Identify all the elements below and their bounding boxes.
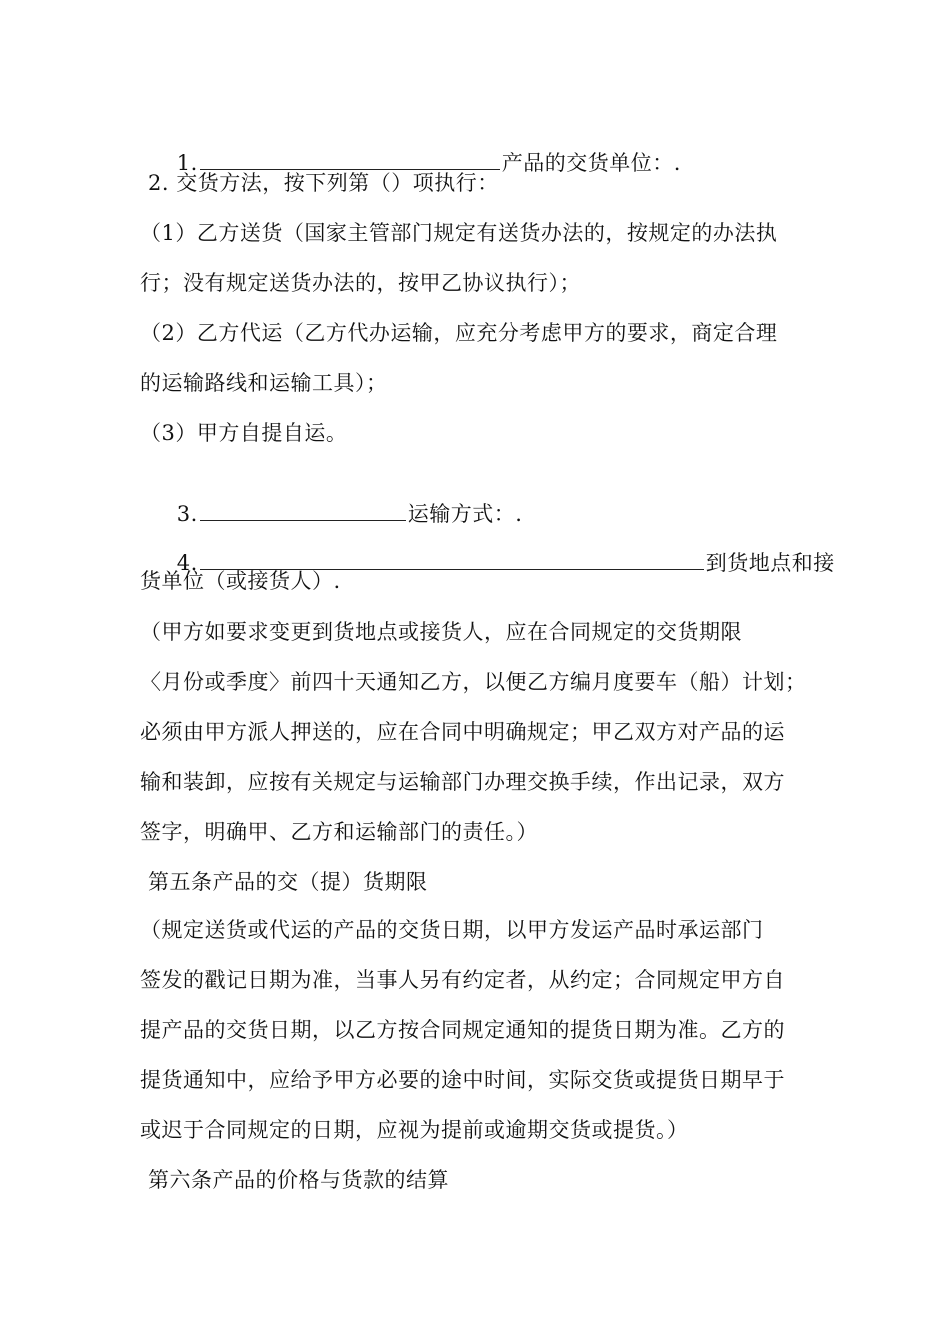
item-4-number: 4. bbox=[176, 551, 198, 575]
article-5-line-1: （规定送货或代运的产品的交货日期，以甲方发运产品时承运部门 bbox=[140, 918, 764, 942]
item-3-number: 3. bbox=[176, 502, 198, 526]
item-1-number: 1. bbox=[176, 151, 198, 175]
article-5-line-4: 提货通知中，应给予甲方必要的途中时间，实际交货或提货日期早于 bbox=[140, 1068, 785, 1092]
item-4-line-2: 货单位（或接货人）. bbox=[140, 569, 341, 593]
article-5-line-3: 提产品的交货日期，以乙方按合同规定通知的提货日期为准。乙方的 bbox=[140, 1018, 785, 1042]
item-1-text: 产品的交货单位：. bbox=[501, 151, 681, 175]
option-1-line-1: （1）乙方送货（国家主管部门规定有送货办法的，按规定的办法执 bbox=[140, 221, 778, 245]
article-5-line-5: 或迟于合同规定的日期，应视为提前或逾期交货或提货。） bbox=[140, 1118, 689, 1142]
item-3-text: 运输方式：. bbox=[407, 502, 523, 526]
note-line-5: 签字，明确甲、乙方和运输部门的责任。） bbox=[140, 820, 538, 844]
note-line-2: 〈月份或季度〉前四十天通知乙方，以便乙方编月度要车（船）计划； bbox=[140, 670, 807, 694]
article-6-heading: 第六条产品的价格与货款的结算 bbox=[148, 1168, 449, 1192]
option-2-line-2: 的运输路线和运输工具）； bbox=[140, 371, 388, 395]
option-1-line-2: 行；没有规定送货办法的，按甲乙协议执行）； bbox=[140, 271, 581, 295]
item-1-blank bbox=[200, 149, 500, 170]
option-3-line: （3）甲方自提自运。 bbox=[140, 421, 348, 445]
article-5-line-2: 签发的戳记日期为准，当事人另有约定者，从约定；合同规定甲方自 bbox=[140, 968, 785, 992]
note-line-1: （甲方如要求变更到货地点或接货人，应在合同规定的交货期限 bbox=[140, 620, 742, 644]
item-4-text: 到货地点和接 bbox=[705, 551, 835, 575]
note-line-4: 输和装卸，应按有关规定与运输部门办理交换手续，作出记录，双方 bbox=[140, 770, 785, 794]
option-2-line-1: （2）乙方代运（乙方代办运输，应充分考虑甲方的要求，商定合理 bbox=[140, 321, 778, 345]
item-2-line: 2. 交货方法，按下列第（）项执行： bbox=[148, 171, 499, 195]
note-line-3: 必须由甲方派人押送的，应在合同中明确规定；甲乙双方对产品的运 bbox=[140, 720, 785, 744]
article-5-heading: 第五条产品的交（提）货期限 bbox=[148, 870, 428, 894]
